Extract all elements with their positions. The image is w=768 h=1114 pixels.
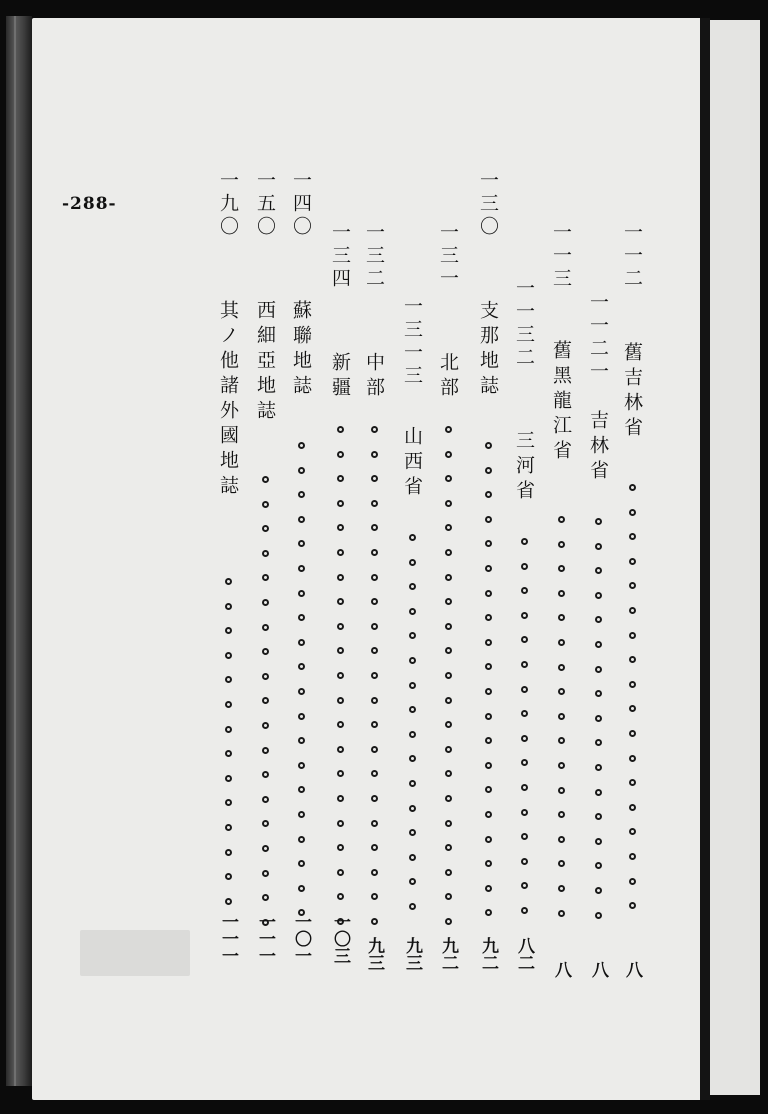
leader-dot [521, 587, 528, 594]
entry-number: 一一二一 [587, 292, 609, 384]
leader-dot [521, 833, 528, 840]
leader-dot [485, 590, 492, 597]
leader-dot [445, 500, 452, 507]
entry-number: 一一三 [550, 222, 572, 291]
entry-title: 新疆 [329, 352, 351, 402]
leader-dot [485, 860, 492, 867]
leader-dot [409, 805, 416, 812]
leader-dot [521, 661, 528, 668]
leader-dot [558, 713, 565, 720]
leader-dot [298, 860, 305, 867]
leader-dot [262, 550, 269, 557]
leader-dot [629, 484, 636, 491]
entry-number: 一三一 [437, 222, 459, 291]
book-spine [6, 16, 32, 1086]
leader-dot [298, 467, 305, 474]
leader-dot [371, 869, 378, 876]
leader-dot [262, 501, 269, 508]
leader-dot [445, 795, 452, 802]
leader-dot [558, 836, 565, 843]
leader-dot [629, 632, 636, 639]
leader-dot [595, 838, 602, 845]
leader-dot [337, 647, 344, 654]
leader-dot [225, 726, 232, 733]
leader-dot [298, 565, 305, 572]
leader-dot [298, 713, 305, 720]
dot-leader [517, 538, 531, 932]
leader-dot [445, 844, 452, 851]
leader-dot [225, 849, 232, 856]
leader-dot [521, 636, 528, 643]
leader-dot [445, 647, 452, 654]
leader-dot [371, 795, 378, 802]
leader-dot [262, 820, 269, 827]
leader-dot [298, 442, 305, 449]
leader-dot [595, 764, 602, 771]
dot-leader [591, 518, 605, 936]
leader-dot [558, 860, 565, 867]
entry-title: 西細亞地誌 [254, 300, 276, 425]
leader-dot [337, 672, 344, 679]
leader-dot [298, 590, 305, 597]
entry-number: 一一二 [621, 222, 643, 291]
leader-dot [445, 672, 452, 679]
leader-dot [225, 775, 232, 782]
leader-dot [337, 574, 344, 581]
leader-dot [262, 796, 269, 803]
leader-dot [225, 676, 232, 683]
dot-leader [294, 442, 308, 934]
leader-dot [629, 804, 636, 811]
leader-dot [445, 475, 452, 482]
entry-number: 一四〇 [290, 170, 312, 239]
leader-dot [445, 893, 452, 900]
leader-dot [558, 811, 565, 818]
leader-dot [521, 759, 528, 766]
leader-dot [485, 909, 492, 916]
leader-dot [262, 673, 269, 680]
leader-dot [371, 500, 378, 507]
leader-dot [558, 885, 565, 892]
leader-dot [298, 737, 305, 744]
leader-dot [629, 558, 636, 565]
facing-page-edge [710, 20, 760, 1095]
entry-number: 一三一三 [401, 296, 423, 388]
leader-dot [409, 829, 416, 836]
leader-dot [558, 664, 565, 671]
leader-dot [409, 903, 416, 910]
leader-dot [485, 565, 492, 572]
leader-dot [225, 824, 232, 831]
leader-dot [225, 627, 232, 634]
leader-dot [337, 524, 344, 531]
leader-dot [337, 475, 344, 482]
page-number: 九三 [402, 937, 422, 971]
leader-dot [371, 598, 378, 605]
leader-dot [595, 543, 602, 550]
leader-dot [262, 599, 269, 606]
entry-number: 一三〇 [477, 170, 499, 239]
leader-dot [629, 878, 636, 885]
leader-dot [262, 648, 269, 655]
leader-dot [337, 844, 344, 851]
leader-dot [558, 639, 565, 646]
leader-dot [409, 559, 416, 566]
leader-dot [337, 795, 344, 802]
leader-dot [485, 442, 492, 449]
leader-dot [485, 639, 492, 646]
leader-dot [629, 533, 636, 540]
leader-dot [262, 747, 269, 754]
page-number: 一〇三 [330, 913, 350, 964]
leader-dot [521, 538, 528, 545]
leader-dot [262, 476, 269, 483]
entry-title: 舊吉林省 [621, 342, 643, 442]
page-number: 一一一 [255, 913, 275, 964]
leader-dot [445, 746, 452, 753]
leader-dot [298, 663, 305, 670]
leader-dot [629, 853, 636, 860]
leader-dot [445, 426, 452, 433]
page-number: 一〇一 [291, 913, 311, 964]
leader-dot [225, 603, 232, 610]
leader-dot [558, 787, 565, 794]
leader-dot [595, 813, 602, 820]
leader-dot [298, 762, 305, 769]
leader-dot [558, 565, 565, 572]
page-number: 八 [551, 961, 571, 978]
leader-dot [262, 525, 269, 532]
leader-dot [225, 652, 232, 659]
dot-leader [625, 484, 639, 927]
leader-dot [371, 647, 378, 654]
leader-dot [298, 639, 305, 646]
leader-dot [445, 869, 452, 876]
leader-dot [445, 574, 452, 581]
leader-dot [298, 688, 305, 695]
leader-dot [485, 836, 492, 843]
leader-dot [371, 746, 378, 753]
leader-dot [445, 524, 452, 531]
leader-dot [485, 467, 492, 474]
leader-dot [521, 686, 528, 693]
leader-dot [558, 688, 565, 695]
leader-dot [298, 614, 305, 621]
leader-dot [298, 811, 305, 818]
leader-dot [629, 902, 636, 909]
entry-number: 一五〇 [254, 170, 276, 239]
leader-dot [371, 721, 378, 728]
dot-leader [481, 442, 495, 934]
leader-dot [409, 657, 416, 664]
dot-leader [405, 534, 419, 928]
leader-dot [371, 820, 378, 827]
leader-dot [409, 878, 416, 885]
page-number: 八 [622, 961, 642, 978]
leader-dot [409, 608, 416, 615]
page-number: 九三 [364, 937, 384, 971]
leader-dot [595, 690, 602, 697]
leader-dot [595, 518, 602, 525]
leader-dot [629, 681, 636, 688]
leader-dot [337, 893, 344, 900]
leader-dot [225, 578, 232, 585]
leader-dot [337, 820, 344, 827]
entry-title: 支那地誌 [477, 300, 499, 400]
leader-dot [409, 731, 416, 738]
leader-dot [629, 755, 636, 762]
leader-dot [629, 705, 636, 712]
leader-dot [409, 534, 416, 541]
leader-dot [371, 524, 378, 531]
leader-dot [371, 844, 378, 851]
leader-dot [595, 567, 602, 574]
leader-dot [521, 809, 528, 816]
leader-dot [595, 592, 602, 599]
leader-dot [485, 762, 492, 769]
leader-dot [371, 893, 378, 900]
leader-dot [445, 598, 452, 605]
leader-dot [595, 887, 602, 894]
leader-dot [409, 854, 416, 861]
leader-dot [629, 656, 636, 663]
leader-dot [445, 820, 452, 827]
leader-dot [558, 910, 565, 917]
leader-dot [225, 873, 232, 880]
leader-dot [629, 582, 636, 589]
page-number: 九二 [438, 937, 458, 971]
entry-number: 一一三二 [513, 278, 535, 370]
entry-title: 三河省 [513, 430, 535, 505]
dot-leader [333, 426, 347, 942]
leader-dot [337, 697, 344, 704]
leader-dot [409, 682, 416, 689]
dot-leader [367, 426, 381, 942]
leader-dot [371, 475, 378, 482]
page-number: 八二 [514, 937, 534, 971]
entry-title: 舊黑龍江省 [550, 340, 572, 465]
leader-dot [298, 491, 305, 498]
leader-dot [298, 540, 305, 547]
leader-dot [371, 672, 378, 679]
leader-dot [409, 706, 416, 713]
entry-title: 北部 [437, 352, 459, 402]
leader-dot [298, 786, 305, 793]
page-number: 九二 [478, 937, 498, 971]
leader-dot [225, 701, 232, 708]
leader-dot [629, 730, 636, 737]
leader-dot [485, 885, 492, 892]
leader-dot [298, 836, 305, 843]
leader-dot [445, 697, 452, 704]
leader-dot [485, 786, 492, 793]
leader-dot [371, 623, 378, 630]
leader-dot [445, 623, 452, 630]
leader-dot [445, 770, 452, 777]
dot-leader [554, 516, 568, 934]
leader-dot [595, 641, 602, 648]
leader-dot [225, 898, 232, 905]
leader-dot [445, 549, 452, 556]
leader-dot [485, 713, 492, 720]
leader-dot [521, 710, 528, 717]
leader-dot [558, 737, 565, 744]
leader-dot [629, 607, 636, 614]
entry-title: 山西省 [401, 426, 423, 501]
leader-dot [262, 771, 269, 778]
leader-dot [262, 722, 269, 729]
leader-dot [485, 811, 492, 818]
leader-dot [558, 516, 565, 523]
leader-dot [521, 882, 528, 889]
leader-dot [337, 869, 344, 876]
leader-dot [262, 845, 269, 852]
entry-title: 其ノ他諸外國地誌 [217, 300, 239, 500]
folio-number: -288- [62, 194, 117, 214]
leader-dot [262, 574, 269, 581]
leader-dot [521, 735, 528, 742]
leader-dot [337, 598, 344, 605]
page-number: 一一一 [218, 913, 238, 964]
leader-dot [262, 624, 269, 631]
leader-dot [409, 583, 416, 590]
leader-dot [445, 918, 452, 925]
page-fold [700, 18, 710, 1100]
leader-dot [485, 491, 492, 498]
leader-dot [337, 770, 344, 777]
leader-dot [485, 614, 492, 621]
entry-title: 中部 [363, 352, 385, 402]
leader-dot [371, 549, 378, 556]
leader-dot [371, 918, 378, 925]
leader-dot [337, 500, 344, 507]
leader-dot [298, 885, 305, 892]
leader-dot [409, 632, 416, 639]
leader-dot [337, 623, 344, 630]
leader-dot [409, 780, 416, 787]
leader-dot [521, 858, 528, 865]
leader-dot [225, 799, 232, 806]
leader-dot [298, 516, 305, 523]
leader-dot [337, 549, 344, 556]
leader-dot [558, 541, 565, 548]
leader-dot [371, 451, 378, 458]
leader-dot [485, 663, 492, 670]
leader-dot [595, 715, 602, 722]
leader-dot [485, 737, 492, 744]
leader-dot [521, 563, 528, 570]
leader-dot [595, 616, 602, 623]
leader-dot [595, 739, 602, 746]
leader-dot [521, 612, 528, 619]
leader-dot [521, 907, 528, 914]
entry-number: 一三四 [329, 222, 351, 291]
leader-dot [337, 746, 344, 753]
leader-dot [629, 509, 636, 516]
leader-dot [595, 789, 602, 796]
leader-dot [445, 721, 452, 728]
leader-dot [485, 540, 492, 547]
leader-dot [371, 697, 378, 704]
leader-dot [337, 721, 344, 728]
entry-number: 一三二 [363, 222, 385, 291]
leader-dot [558, 614, 565, 621]
leader-dot [225, 750, 232, 757]
leader-dot [595, 862, 602, 869]
leader-dot [629, 779, 636, 786]
leader-dot [485, 688, 492, 695]
entry-title: 蘇聯地誌 [290, 300, 312, 400]
leader-dot [337, 451, 344, 458]
leader-dot [371, 770, 378, 777]
leader-dot [409, 755, 416, 762]
leader-dot [485, 516, 492, 523]
dot-leader [221, 578, 235, 922]
leader-dot [262, 870, 269, 877]
entry-number: 一九〇 [217, 170, 239, 239]
leader-dot [445, 451, 452, 458]
leader-dot [595, 912, 602, 919]
leader-dot [337, 426, 344, 433]
page-number: 八 [588, 961, 608, 978]
leader-dot [521, 784, 528, 791]
leader-dot [558, 590, 565, 597]
dot-leader [258, 476, 272, 943]
leader-dot [629, 828, 636, 835]
dot-leader [441, 426, 455, 942]
leader-dot [371, 426, 378, 433]
leader-dot [595, 666, 602, 673]
leader-dot [262, 894, 269, 901]
show-through-smudge [80, 930, 190, 976]
leader-dot [371, 574, 378, 581]
entry-title: 吉林省 [587, 410, 609, 485]
leader-dot [558, 762, 565, 769]
leader-dot [262, 697, 269, 704]
